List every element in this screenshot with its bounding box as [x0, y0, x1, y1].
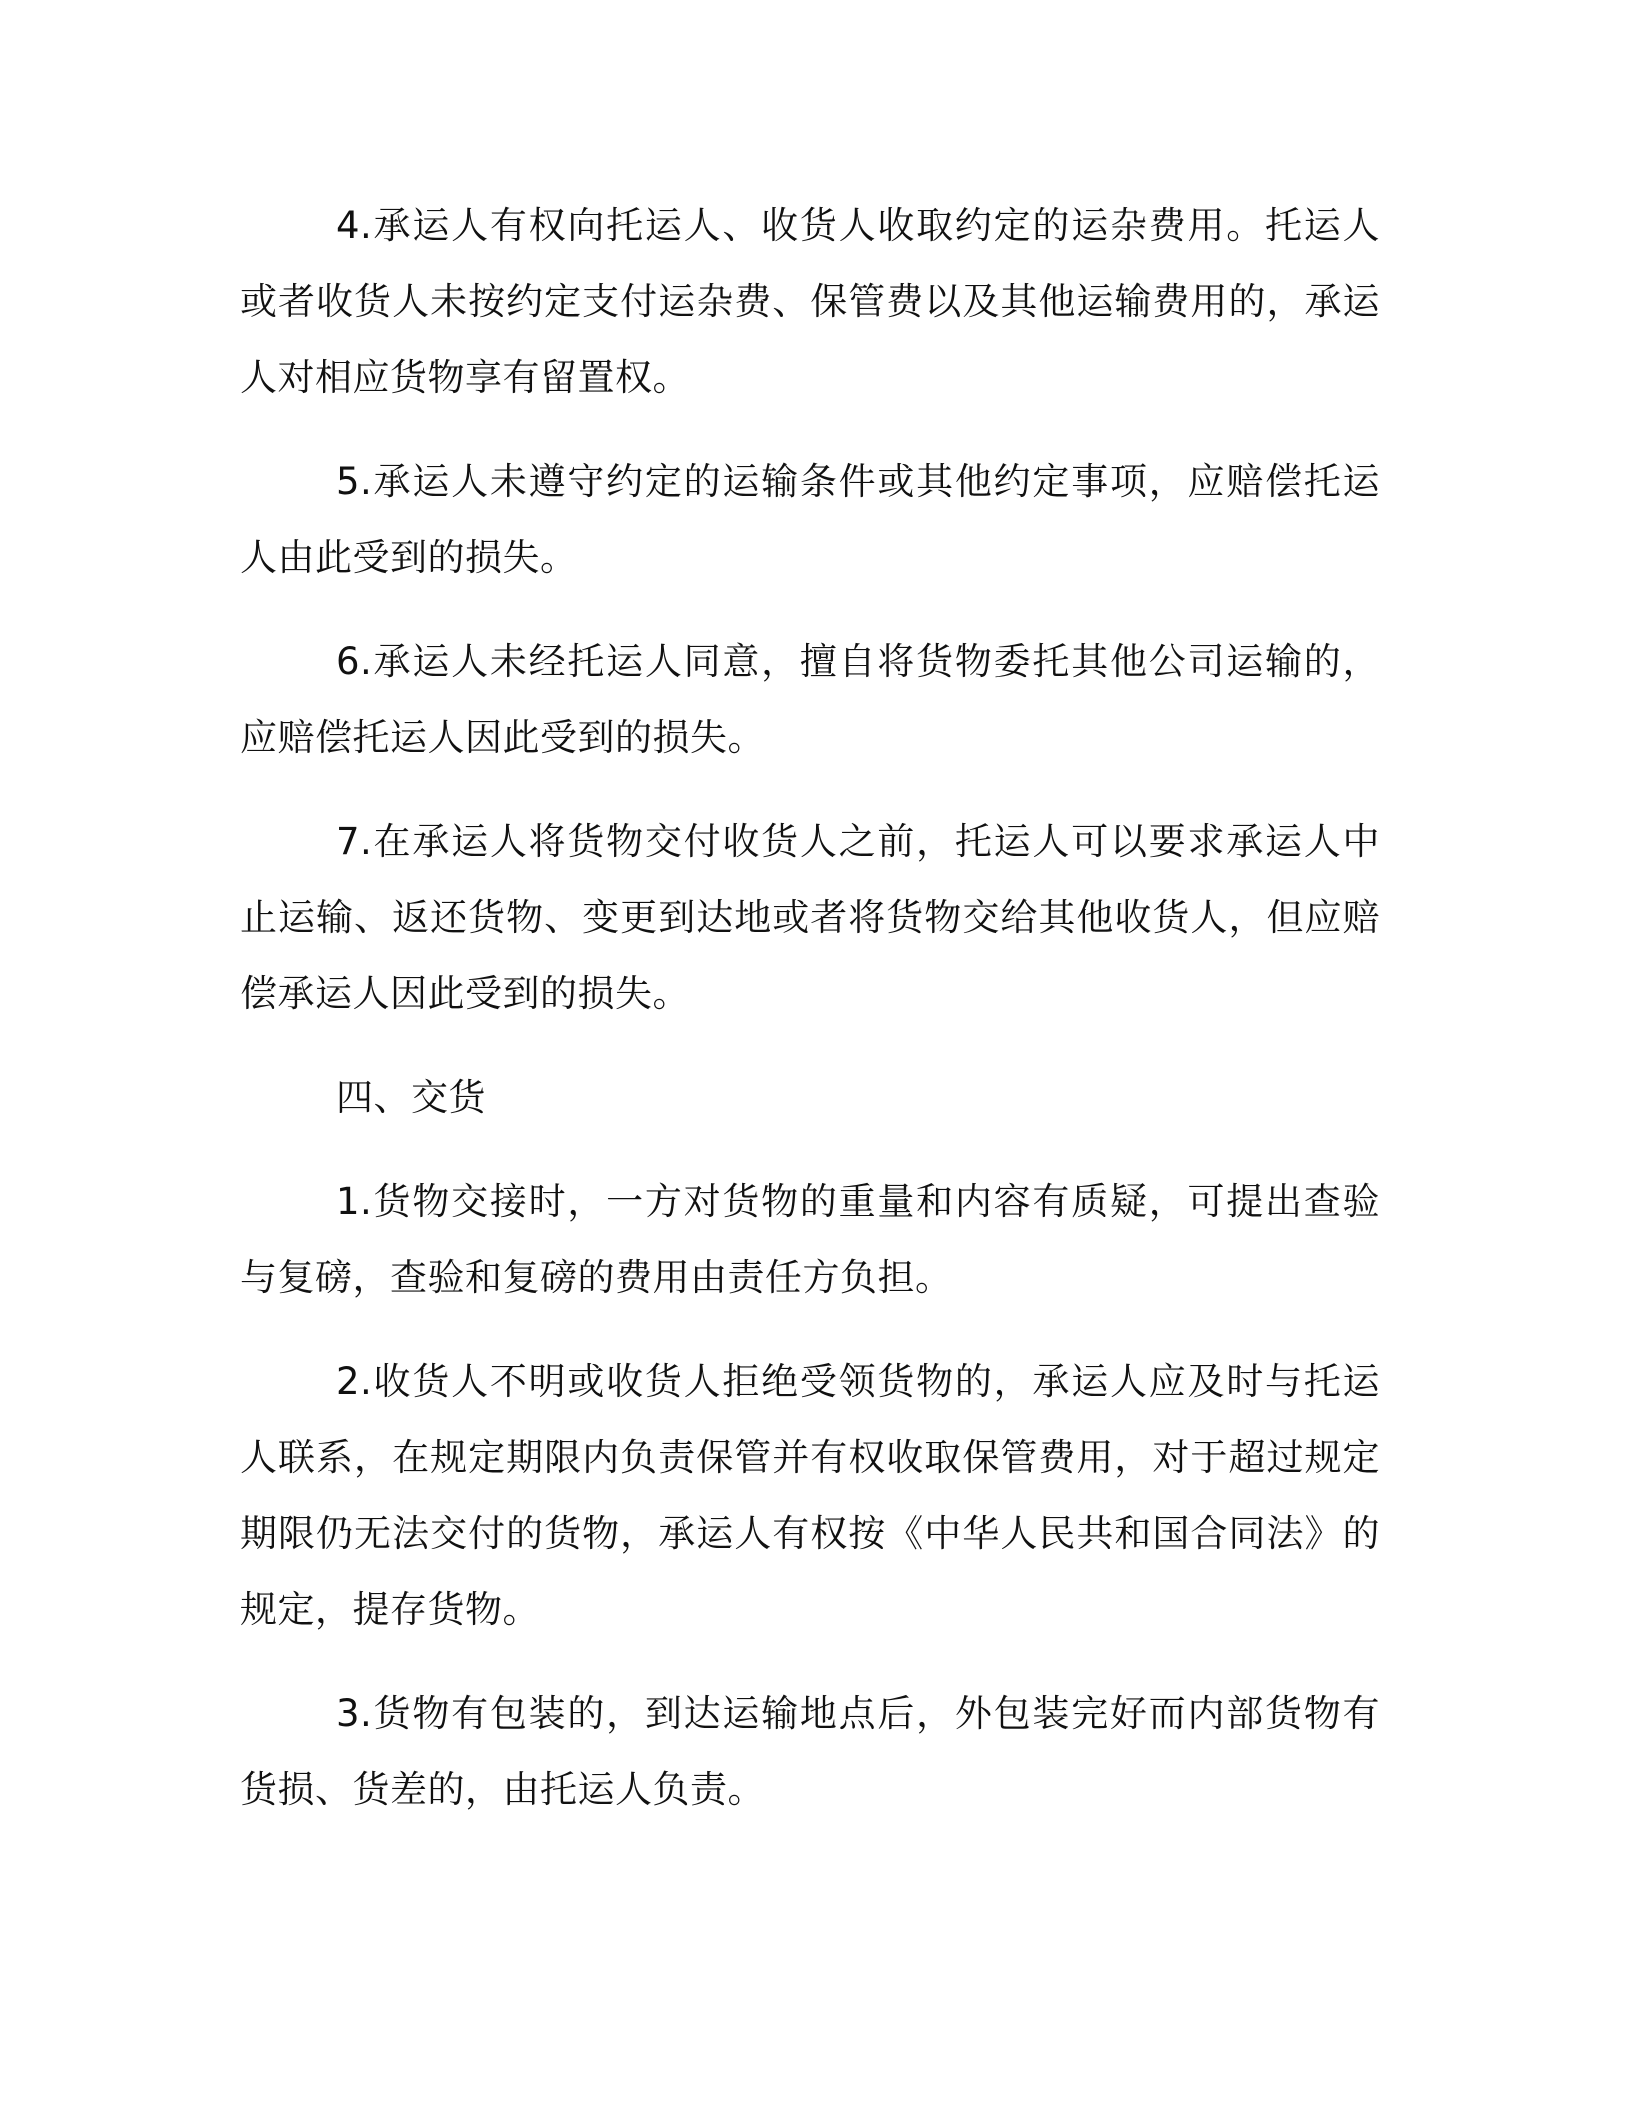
clause-7-paragraph: 7.在承运人将货物交付收货人之前，托运人可以要求承运人中止运输、返还货物、变更到达地或者将货物交给其他收货人，但应赔偿承运人因此受到的损失。: [240, 820, 1380, 1015]
delivery-clause-1-paragraph: 1.货物交接时，一方对货物的重量和内容有质疑，可提出查验与复磅，查验和复磅的费用由责任方负担。: [240, 1180, 1380, 1299]
clause-6-paragraph: 6.承运人未经托运人同意，擅自将货物委托其他公司运输的，应赔偿托运人因此受到的损失。: [240, 640, 1380, 759]
clause-5-paragraph: 5.承运人未遵守约定的运输条件或其他约定事项，应赔偿托运人由此受到的损失。: [240, 460, 1380, 579]
clause-4-paragraph: 4.承运人有权向托运人、收货人收取约定的运杂费用。托运人或者收货人未按约定支付运杂费、保管费以及其他运输费用的，承运人对相应货物享有留置权。: [240, 204, 1380, 399]
section-heading: 四、交货: [336, 1076, 486, 1119]
delivery-clause-2-paragraph: 2.收货人不明或收货人拒绝受领货物的，承运人应及时与托运人联系，在规定期限内负责保管并有权收取保管费用，对于超过规定期限仍无法交付的货物，承运人有权按《中华人民共和国合同法》的规定，提存货物。: [240, 1360, 1380, 1631]
delivery-clause-3-paragraph: 3.货物有包装的，到达运输地点后，外包装完好而内部货物有货损、货差的，由托运人负责。: [240, 1692, 1380, 1811]
document-body: [240, 188, 1380, 1856]
